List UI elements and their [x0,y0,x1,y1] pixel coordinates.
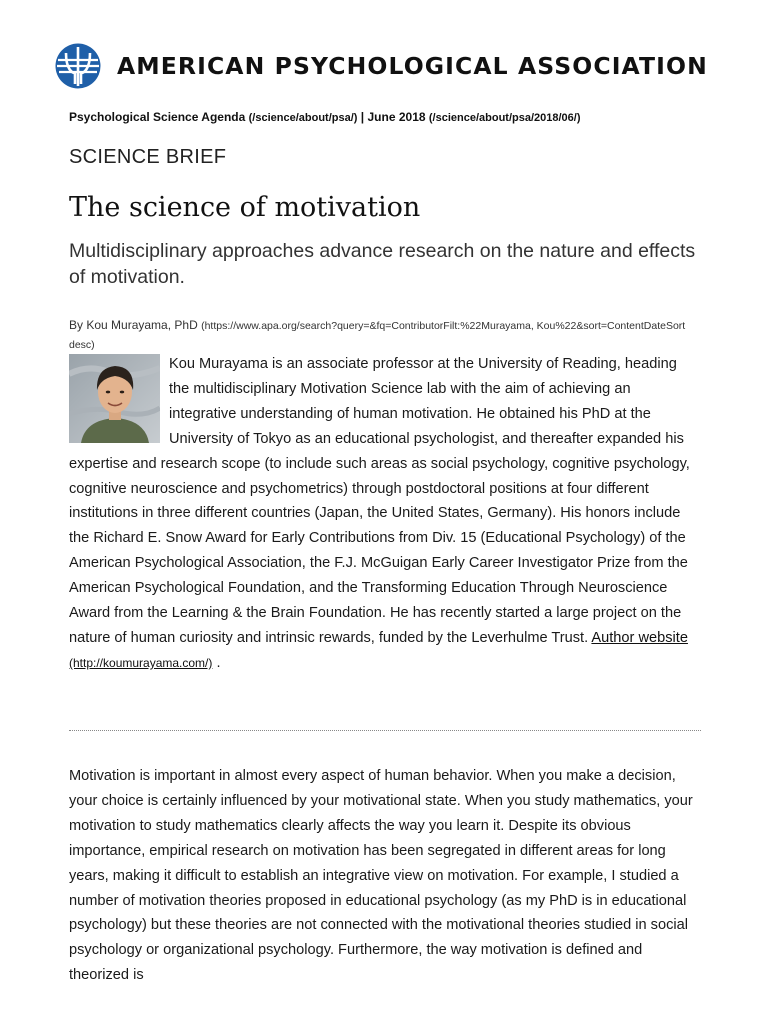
page-title: The science of motivation [69,192,421,223]
author-website-label: Author website [591,629,688,646]
section-divider [69,730,701,731]
apa-logo-icon[interactable] [55,43,101,89]
issue-url: (/science/about/psa/2018/06/) [428,112,581,124]
bio-trailing: . [216,654,221,671]
body-paragraph: Motivation is important in almost every aspect of human behavior. When you make a decision, your choice is certainly influenced by your motivational state. When you study mathematics, your motivation to study mathematics clearly affects the way you learn it. Despite its obvious importance, empirical research on motivation has been segregated in different areas for long years, making it difficult to establish an integrative view on motivation. For example, I studied a number of motivation theories proposed in educational psychology (as my PhD is in educational psychology) but these theories are not connected with the motivational theories studied in social psychology or organizational psychology. Furthermore, the way motivation is defined and theorized is [69,768,693,984]
article-subtitle: Multidisciplinary approaches advance research on the nature and effects of motivation. [69,240,696,288]
breadcrumb-separator: | [360,110,365,124]
site-header [55,44,708,88]
article-category: SCIENCE BRIEF [69,146,227,168]
author-bio [69,352,701,676]
breadcrumb [69,110,581,124]
publication-url: (/science/about/psa/) [248,112,358,124]
byline-prefix: By [69,318,84,332]
bio-text: Kou Murayama is an associate professor at the University of Reading, heading the multidisciplinary Motivation Science lab with the aim of achieving an integrative understanding of human motivation. He obtained his PhD at the University of Tokyo as an educational psychologist, and thereafter expanded his expertise and research scope (to include such areas as social psychology, cognitive psychology, cognitive neuroscience and psychometrics) through postdoctoral positions at four different institutions in three different countries (Japan, the United States, Germany). His honors include the Richard E. Snow Award for Early Contributions from Div. 15 (Educational Psychology) of the American Psychological Association, the F.J. McGuigan Early Career Investigator Prize from the American Psychological Foundation, and the Transforming Education Through Neuroscience Award from the Learning & the Brain Foundation. He has recently started a large project on the nature of human curiosity and intrinsic rewards, funded by the Leverhulme Trust. [69,356,690,646]
org-name: AMERICAN PSYCHOLOGICAL ASSOCIATION [117,52,708,80]
author-link[interactable]: Kou Murayama, PhD [86,318,198,332]
issue-link[interactable]: June 2018 [367,110,426,124]
author-url: (https://www.apa.org/search?query=&fq=ContributorFilt:%22Murayama, Kou%22&sort=ContentDateSort desc) [69,320,686,351]
byline [69,316,709,354]
author-website-url: (http://koumurayama.com/) [69,655,213,670]
publication-link[interactable]: Psychological Science Agenda [69,110,246,124]
author-photo [69,354,160,443]
